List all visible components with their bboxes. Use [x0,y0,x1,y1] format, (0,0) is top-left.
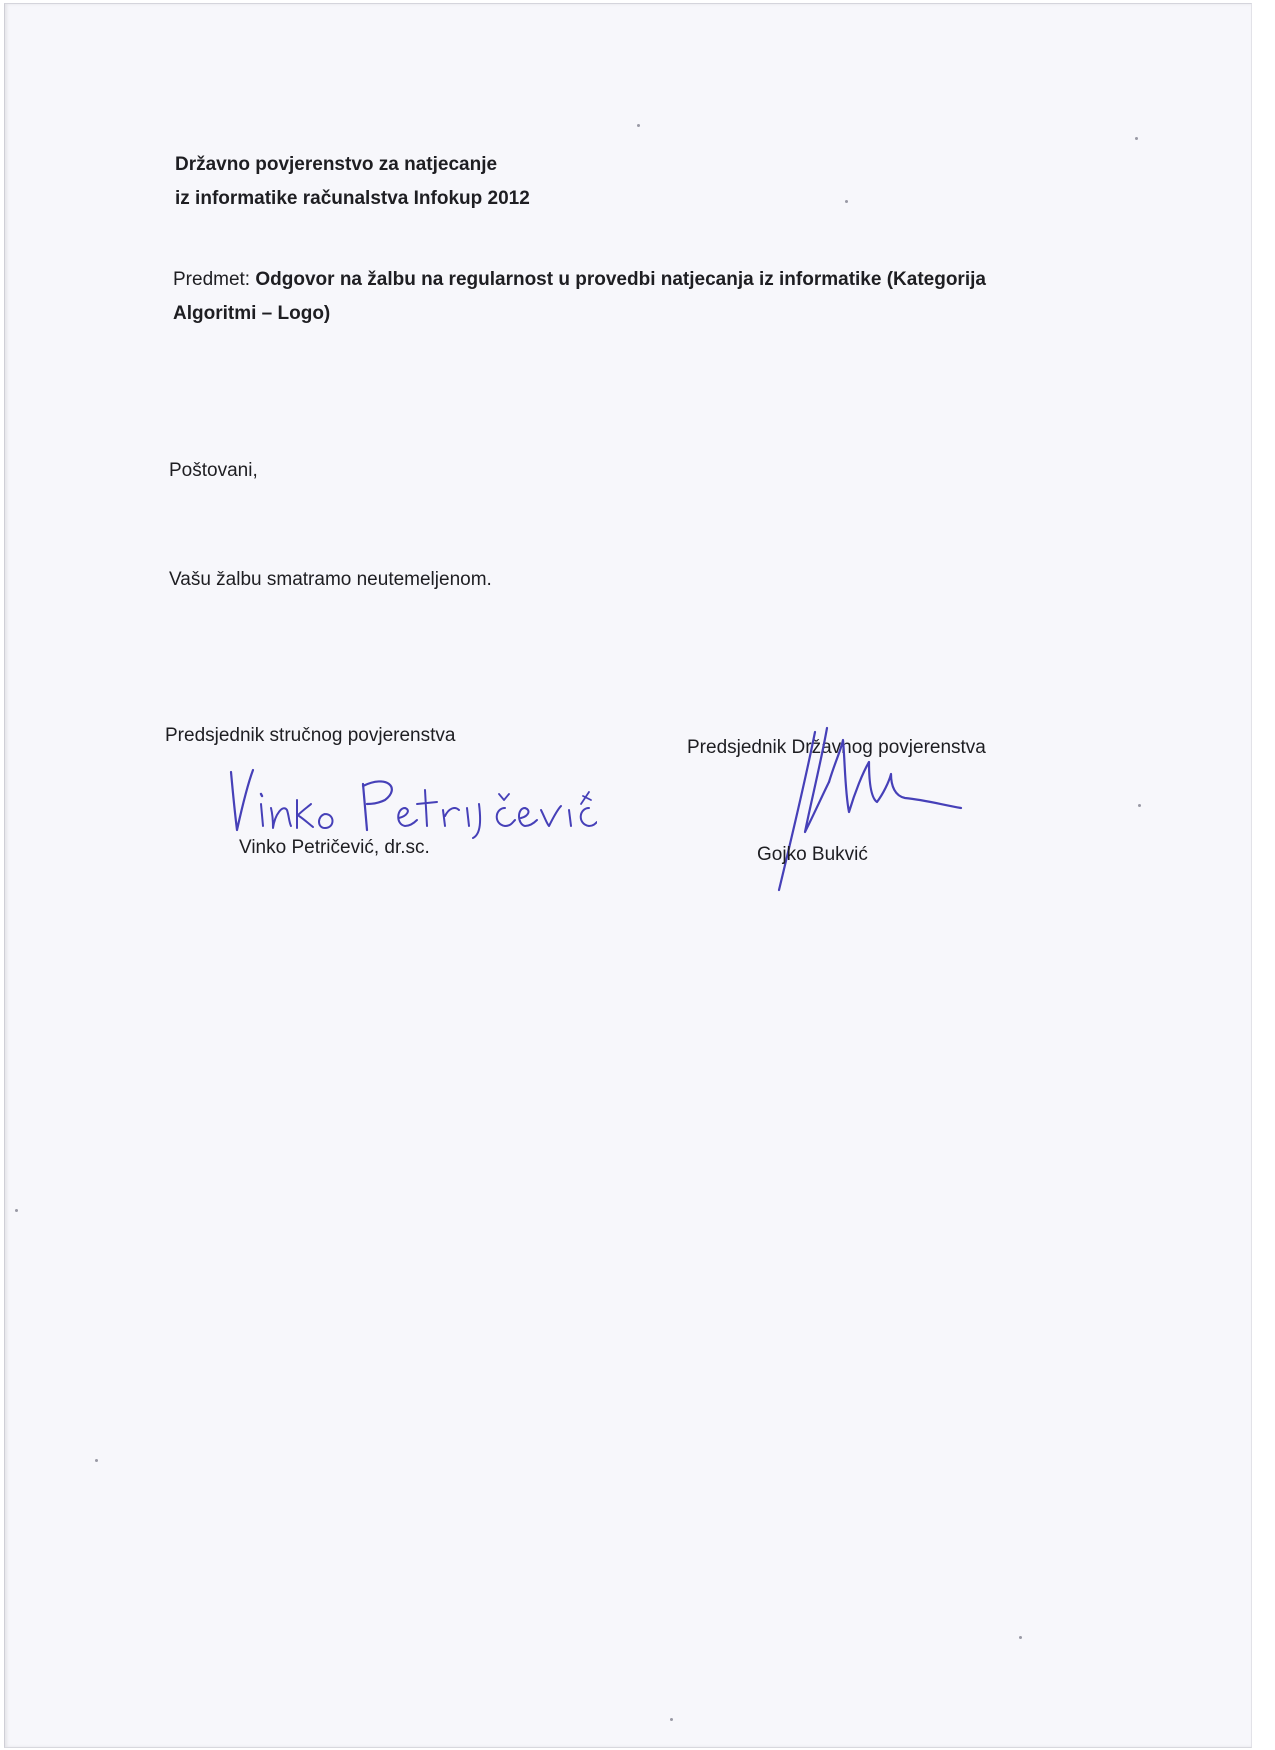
paper-sheet [4,3,1252,1748]
right-handwritten-signature [765,722,985,902]
left-signatory-role: Predsjednik stručnog povjerenstva [165,725,456,746]
scan-speck [670,1718,673,1721]
scan-speck [637,124,640,127]
body-text: Vašu žalbu smatramo neutemeljenom. [169,569,492,590]
scan-speck [1019,1636,1022,1639]
subject-label: Predmet: [173,269,251,290]
scan-speck [15,1209,18,1212]
scan-speck [95,1459,98,1462]
right-signatory-role: Predsjednik Državnog povjerenstva [687,737,986,758]
subject-text: Odgovor na žalbu na regularnost u provedbi natjecanja iz informatike (Kategorija [255,269,986,290]
scan-speck [1135,137,1138,140]
greeting: Poštovani, [169,460,258,481]
subject-line-1 [173,269,986,291]
scan-speck [1138,804,1141,807]
scan-speck [845,200,848,203]
header-line-1: Državno povjerenstvo za natjecanje [175,154,498,175]
subject-line-2: Algoritmi – Logo) [173,303,331,324]
left-handwritten-signature [217,764,597,839]
header-line-2: iz informatike računalstva Infokup 2012 [175,188,530,209]
right-signatory-name: Gojko Bukvić [757,844,868,865]
left-signatory-name: Vinko Petričević, dr.sc. [239,837,430,858]
